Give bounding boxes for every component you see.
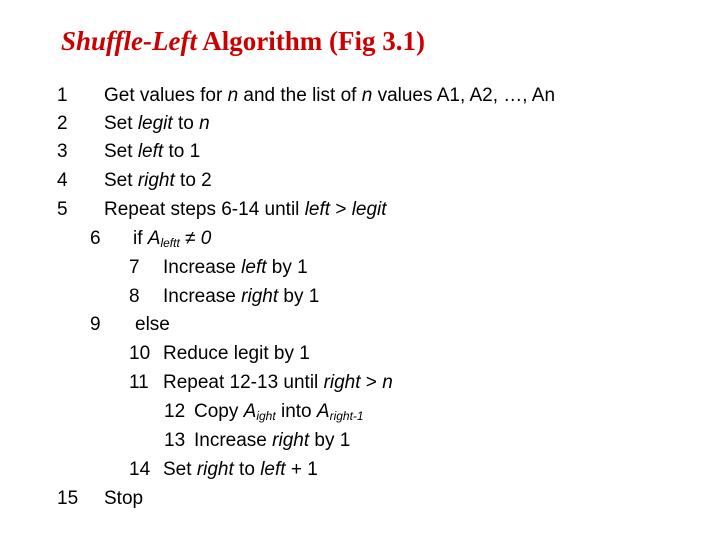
line-number-13: 13: [164, 430, 186, 451]
algorithm-line-15: Stop: [104, 488, 144, 509]
line-number-14: 14: [129, 459, 151, 480]
line-number-9: 9: [90, 314, 101, 335]
algorithm-line-3: Set left to 1: [104, 141, 201, 162]
algorithm-line-2: Set legit to n: [104, 113, 210, 134]
line-number-11: 11: [129, 372, 149, 393]
line-number-7: 7: [129, 257, 140, 278]
line-number-6: 6: [90, 228, 101, 249]
title-italic: Shuffle-Left: [61, 26, 197, 56]
line-number-1: 1: [57, 85, 68, 106]
algorithm-line-12: Copy $A_{ight}$ into $A_{right-1}$: [194, 401, 364, 423]
title-rest: Algorithm (Fig 3.1): [197, 26, 425, 56]
algorithm-line-6: if $A_{leftt} \ne 0$: [133, 228, 212, 250]
line-number-2: 2: [57, 113, 68, 134]
line-number-12: 12: [164, 401, 186, 422]
line-number-10: 10: [129, 343, 151, 364]
line-number-3: 3: [57, 141, 68, 162]
line-number-5: 5: [57, 199, 68, 220]
algorithm-line-5: Repeat steps 6-14 until left > legit: [104, 199, 387, 220]
line-number-8: 8: [129, 286, 140, 307]
algorithm-line-4: Set right to 2: [104, 170, 212, 191]
algorithm-line-14: Set right to left + 1: [163, 459, 318, 480]
algorithm-line-9: else: [135, 314, 170, 335]
algorithm-line-10: Reduce legit by 1: [163, 343, 310, 364]
line-number-4: 4: [57, 170, 68, 191]
algorithm-line-1: Get values for n and the list of n values A1, A2, …, An: [104, 85, 556, 106]
algorithm-line-13: Increase right by 1: [194, 430, 351, 451]
algorithm-line-8: Increase right by 1: [163, 286, 320, 307]
slide-title: [61, 28, 425, 55]
algorithm-line-7: Increase left by 1: [163, 257, 308, 278]
line-number-15: 15: [57, 488, 79, 509]
algorithm-line-11: Repeat 12-13 until right > n: [163, 372, 393, 393]
